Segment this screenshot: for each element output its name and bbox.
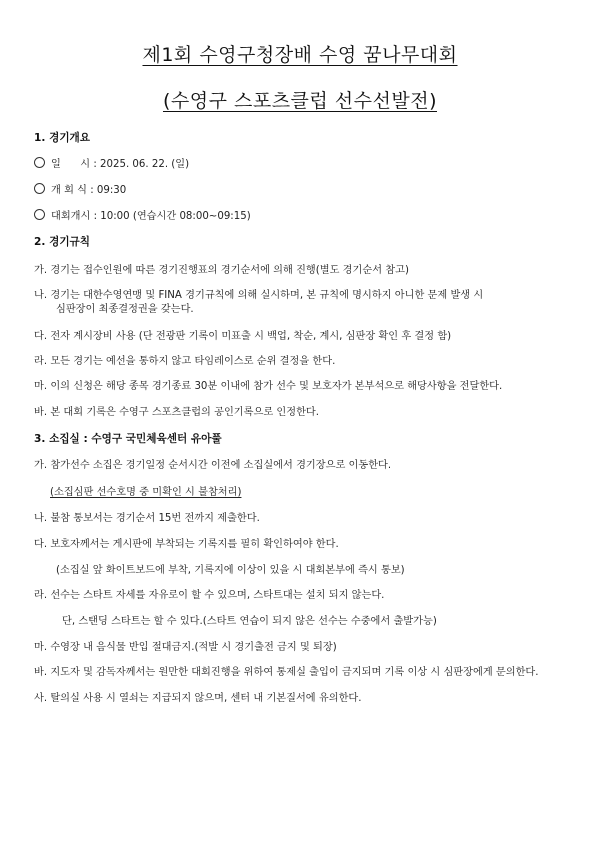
- circle-bullet-icon: [34, 183, 45, 194]
- overview-ceremony-text: 개 회 식 : 09:30: [51, 185, 127, 196]
- rule-item-ga: 가. 경기는 접수인원에 따른 경기진행표의 경기순서에 의해 진행(별도 경기순서 참고): [34, 265, 409, 276]
- callroom-item-ba: 바. 지도자 및 감독자께서는 원만한 대회진행을 위하여 통제실 출입이 금지되며 기록 이상 시 심판장에게 문의한다.: [34, 667, 539, 678]
- section-heading-overview: 1. 경기개요: [34, 132, 91, 144]
- overview-date-text: 일 시 : 2025. 06. 22. (일): [51, 159, 190, 170]
- callroom-item-sa: 사. 탈의실 사용 시 열쇠는 지급되지 않으며, 센터 내 기본질서에 유의한다.: [34, 693, 362, 704]
- page-subtitle: (수영구 스포츠클럽 선수선발전): [162, 90, 437, 112]
- callroom-item-ra: 라. 선수는 스타트 자세를 자유로이 할 수 있으며, 스타트대는 설치 되지 않는다.: [34, 590, 385, 601]
- circle-bullet-icon: [34, 157, 45, 168]
- overview-start: [34, 209, 251, 224]
- callroom-item-da: 다. 보호자께서는 게시판에 부착되는 기록지를 필히 확인하여야 한다.: [34, 539, 339, 550]
- circle-bullet-icon: [34, 209, 45, 220]
- callroom-item-ma: 마. 수영장 내 음식물 반입 절대금지.(적발 시 경기출전 금지 및 퇴장): [34, 642, 337, 653]
- section-heading-rules: 2. 경기규칙: [34, 236, 91, 248]
- callroom-note-whiteboard: (소집실 앞 화이트보드에 부착, 기록지에 이상이 있을 시 대회본부에 즉시 통보): [56, 565, 405, 576]
- overview-start-text: 대회개시 : 10:00 (연습시간 08:00~09:15): [51, 211, 251, 222]
- rule-item-ba: 바. 본 대회 기록은 수영구 스포츠클럽의 공인기록으로 인정한다.: [34, 407, 320, 418]
- rule-item-ma: 마. 이의 신청은 해당 종목 경기종료 30분 이내에 참가 선수 및 보호자가 본부석으로 해당사항을 전달한다.: [34, 381, 503, 392]
- overview-date: [34, 157, 189, 172]
- callroom-item-na: 나. 불참 통보서는 경기순서 15번 전까지 제출한다.: [34, 513, 260, 524]
- callroom-note-standing-start: 단, 스탠딩 스타트는 할 수 있다.(스타트 연습이 되지 않은 선수는 수중에서 출발가능): [62, 616, 437, 627]
- section-heading-callroom: 3. 소집실 : 수영구 국민체육센터 유아풀: [34, 433, 222, 445]
- rule-item-na: 나. 경기는 대한수영연맹 및 FINA 경기규칙에 의해 실시하며, 본 규칙에 명시하지 아니한 문제 발생 시: [34, 290, 484, 301]
- rule-item-da: 다. 전자 계시장비 사용 (단 전광판 기록이 미표출 시 백업, 착순, 계시, 심판장 확인 후 결정 함): [34, 331, 452, 342]
- callroom-note-absence: (소집심판 선수호명 중 미확인 시 불참처리): [50, 487, 242, 498]
- page-title: 제1회 수영구청장배 수영 꿈나무대회: [142, 44, 458, 66]
- rule-item-na-cont: 심판장이 최종결정권을 갖는다.: [56, 304, 194, 315]
- callroom-item-ga: 가. 참가선수 소집은 경기일정 순서시간 이전에 소집실에서 경기장으로 이동한다.: [34, 460, 392, 471]
- rule-item-ra: 라. 모든 경기는 예선을 통하지 않고 타임레이스로 순위 결정을 한다.: [34, 356, 336, 367]
- overview-ceremony: [34, 183, 126, 198]
